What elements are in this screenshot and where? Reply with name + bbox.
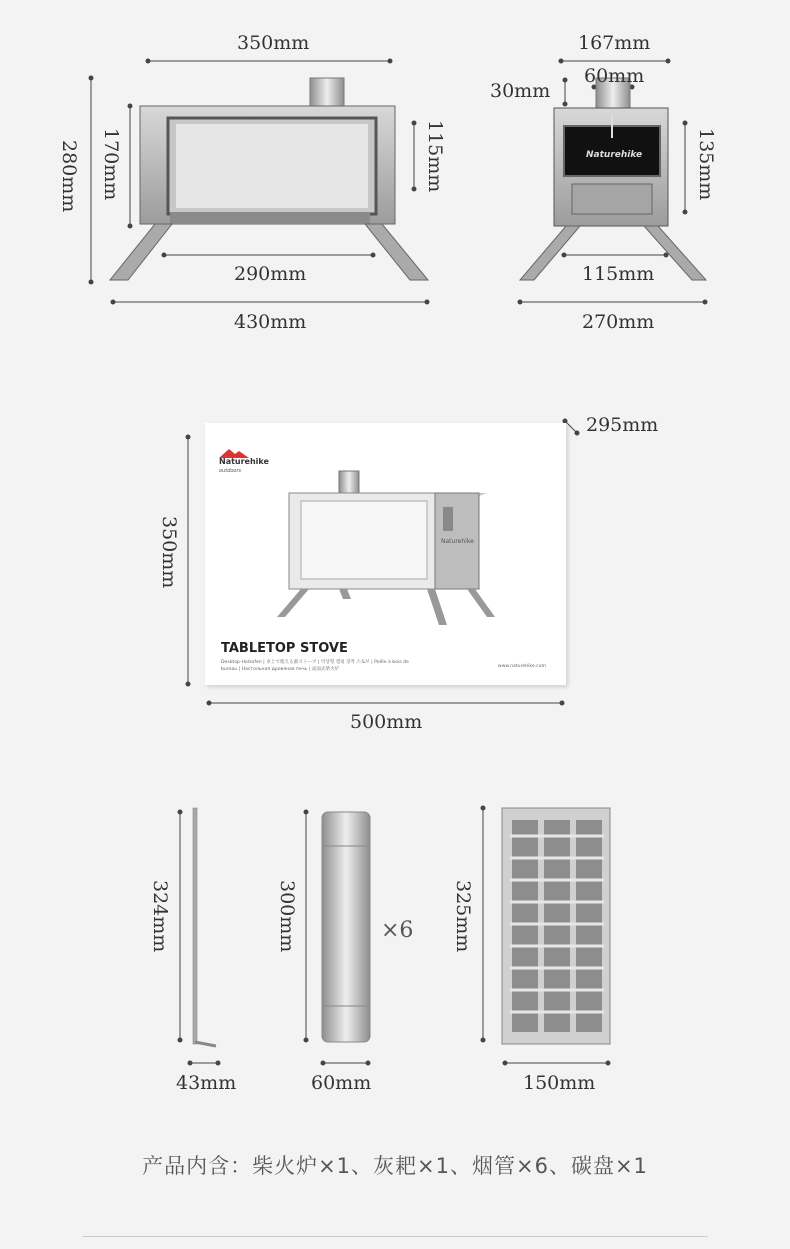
chimney-pipe-illustration xyxy=(320,810,372,1044)
contents-text: 产品内含：柴火炉×1、灰耙×1、烟管×6、碳盘×1 xyxy=(142,1154,648,1178)
package-box xyxy=(205,423,566,685)
box-brand: Naturehike xyxy=(219,457,269,466)
box-title: TABLETOP STOVE xyxy=(221,641,348,656)
divider xyxy=(82,1236,708,1237)
ash-poker-illustration xyxy=(188,806,224,1052)
poker-width: 43mm xyxy=(176,1072,237,1094)
front-leg-span: 290mm xyxy=(234,263,307,285)
side-chimney-height: 30mm xyxy=(490,80,551,102)
box-width: 500mm xyxy=(350,711,423,733)
box-brand-sub: outdoors xyxy=(219,468,242,474)
side-door-height: 135mm xyxy=(695,128,717,201)
side-chimney-diameter: 60mm xyxy=(584,65,645,87)
box-stove-brand: Naturehike xyxy=(441,538,474,545)
front-total-width: 430mm xyxy=(234,311,307,333)
front-side-height: 115mm xyxy=(424,120,446,193)
poker-length: 324mm xyxy=(149,880,171,953)
box-url: www.naturehike.com xyxy=(497,664,546,669)
pipe-diameter: 60mm xyxy=(311,1072,372,1094)
box-height: 350mm xyxy=(158,516,180,589)
charcoal-grate-illustration xyxy=(500,806,612,1046)
box-stove-image xyxy=(277,467,495,627)
front-window-height: 170mm xyxy=(100,128,122,201)
side-total-width: 270mm xyxy=(582,311,655,333)
front-total-height: 280mm xyxy=(58,140,80,213)
side-leg-span: 115mm xyxy=(582,263,655,285)
stove-side-illustration xyxy=(516,72,716,287)
grate-length: 325mm xyxy=(452,880,474,953)
box-depth: 295mm xyxy=(586,414,659,436)
pipe-count: ×6 xyxy=(381,918,414,943)
side-top-width: 167mm xyxy=(578,32,651,54)
stove-front-illustration xyxy=(100,72,440,287)
door-brand: Naturehike xyxy=(586,150,643,160)
grate-width: 150mm xyxy=(523,1072,596,1094)
box-subtitle: Desktop-Holzofen | 卓上で使える薪ストーブ | 탁상형 캠핑 장작 스토브 | Poêle à bois de bureau | Настольная дровяная печь | 桌面式柴火炉 xyxy=(221,660,409,672)
pipe-length: 300mm xyxy=(276,880,298,953)
front-top-width: 350mm xyxy=(237,32,310,54)
